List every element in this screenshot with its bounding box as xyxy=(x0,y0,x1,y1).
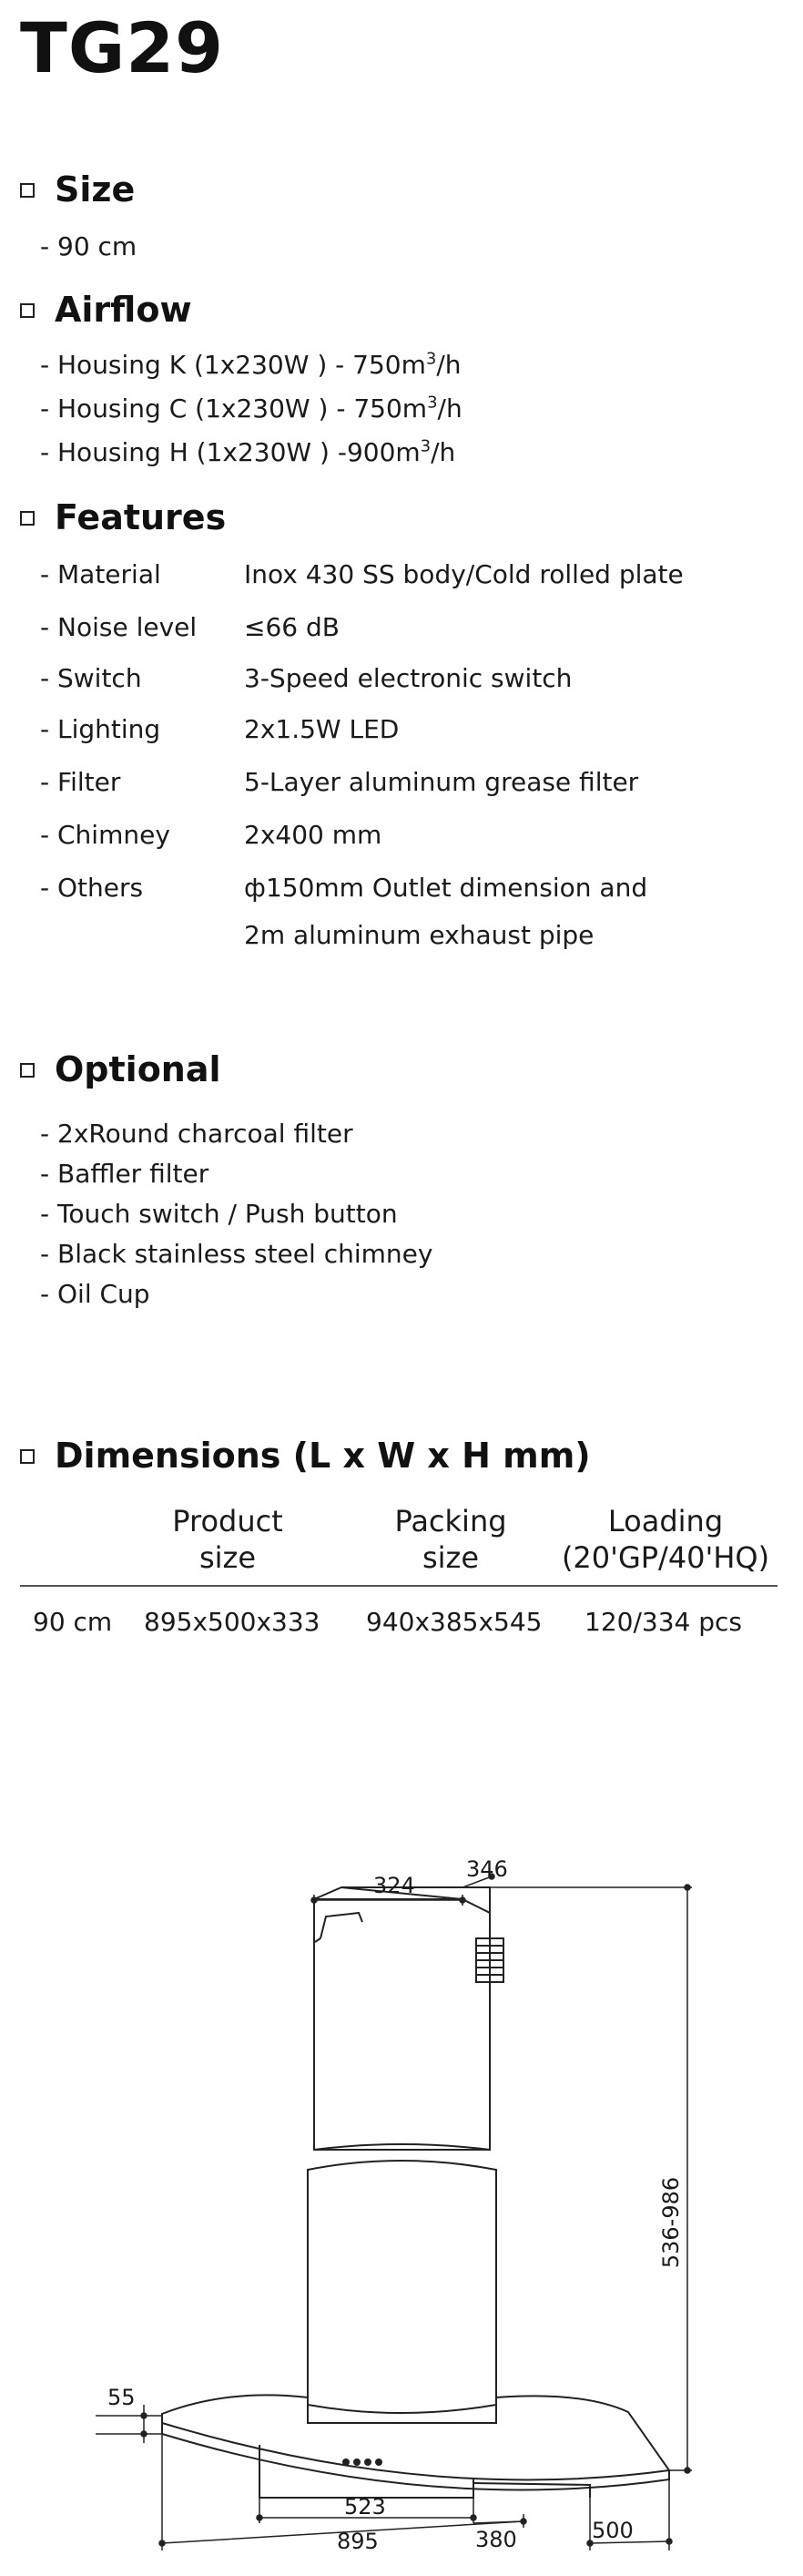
superscript: 3 xyxy=(425,349,437,369)
canopy-glass xyxy=(162,2395,669,2479)
header-line: Packing xyxy=(394,1504,507,1538)
airflow-item xyxy=(40,437,455,467)
section-title: Dimensions (L x W x H mm) xyxy=(55,1436,591,1476)
checkbox-square-icon xyxy=(20,511,35,526)
feature-value: Inox 430 SS body/Cold rolled plate xyxy=(244,559,684,589)
table-cell: 90 cm xyxy=(33,1607,113,1637)
size-item: - 90 cm xyxy=(40,231,137,261)
superscript: 3 xyxy=(420,436,432,456)
header-line: Loading xyxy=(607,1504,724,1538)
airflow-text: - Housing H (1x230W ) -900m xyxy=(40,437,421,467)
header-line: size xyxy=(198,1540,257,1575)
airflow-text: - Housing K (1x230W ) - 750m xyxy=(40,350,426,380)
optional-item: - Baffler filter xyxy=(40,1159,209,1189)
table-divider xyxy=(20,1585,778,1587)
dim-side-depth: 380 xyxy=(475,2527,517,2552)
feature-label: - Noise level xyxy=(40,612,198,642)
checkbox-square-icon xyxy=(20,183,35,198)
chimney-upper xyxy=(314,1899,490,2150)
chimney-lower xyxy=(308,2161,496,2413)
section-airflow xyxy=(20,290,192,330)
table-header-packing xyxy=(369,1503,533,1576)
header-line: Product xyxy=(172,1504,283,1538)
feature-value: ф150mm Outlet dimension and xyxy=(244,873,648,903)
header-line: size xyxy=(422,1540,480,1575)
section-features xyxy=(20,497,226,537)
optional-item: - Black stainless steel chimney xyxy=(40,1239,433,1269)
dim-total-depth: 500 xyxy=(592,2518,634,2543)
feature-value: 5-Layer aluminum grease filter xyxy=(244,767,639,797)
airflow-item xyxy=(40,350,462,380)
section-title: Optional xyxy=(55,1049,221,1089)
feature-value: 3-Speed electronic switch xyxy=(244,663,573,693)
feature-label: - Material xyxy=(40,559,161,589)
table-cell: 120/334 pcs xyxy=(584,1607,742,1637)
feature-label: - Others xyxy=(40,873,144,903)
mounting-bracket xyxy=(320,1913,362,1938)
optional-item: - 2xRound charcoal filter xyxy=(40,1119,353,1149)
section-title: Features xyxy=(55,497,227,537)
feature-label: - Filter xyxy=(40,767,121,797)
airflow-unit: /h xyxy=(437,394,462,424)
section-size xyxy=(20,169,135,210)
airflow-unit: /h xyxy=(431,437,456,467)
section-dimensions xyxy=(20,1436,591,1476)
section-title: Airflow xyxy=(55,290,192,330)
dim-glass-height: 55 xyxy=(107,2385,136,2410)
checkbox-square-icon xyxy=(20,303,35,318)
checkbox-square-icon xyxy=(20,1449,35,1464)
feature-value: ≤66 dB xyxy=(244,612,340,642)
feature-value: 2x400 mm xyxy=(244,820,382,850)
feature-value-continued: 2m aluminum exhaust pipe xyxy=(244,920,595,950)
section-optional xyxy=(20,1049,221,1089)
feature-label: - Chimney xyxy=(40,820,170,850)
hood-body xyxy=(259,2445,473,2498)
dim-total-width: 895 xyxy=(337,2529,379,2554)
airflow-text: - Housing C (1x230W ) - 750m xyxy=(40,394,428,424)
table-cell: 895x500x333 xyxy=(144,1607,320,1637)
feature-value: 2x1.5W LED xyxy=(244,714,400,744)
feature-label: - Switch xyxy=(40,663,142,693)
control-buttons xyxy=(342,2458,382,2466)
superscript: 3 xyxy=(427,393,438,413)
dim-inner-width: 523 xyxy=(344,2494,386,2520)
section-title: Size xyxy=(55,169,136,210)
table-cell: 940x385x545 xyxy=(366,1607,543,1637)
dim-top-width: 324 xyxy=(373,1873,415,1898)
dimension-drawing xyxy=(0,1858,803,2576)
checkbox-square-icon xyxy=(20,1063,35,1078)
table-header-loading xyxy=(546,1503,785,1576)
dim-height: 536-986 xyxy=(658,2176,684,2269)
optional-item: - Touch switch / Push button xyxy=(40,1199,398,1229)
dim-top-depth: 346 xyxy=(466,1858,508,1882)
header-line: (20'GP/40'HQ) xyxy=(561,1540,770,1575)
vent-grille xyxy=(476,1938,503,1982)
optional-item: - Oil Cup xyxy=(40,1279,150,1309)
model-title: TG29 xyxy=(20,7,224,88)
table-header-product xyxy=(146,1503,310,1576)
airflow-item xyxy=(40,394,462,424)
airflow-unit: /h xyxy=(436,350,462,380)
feature-label: - Lighting xyxy=(40,714,161,744)
